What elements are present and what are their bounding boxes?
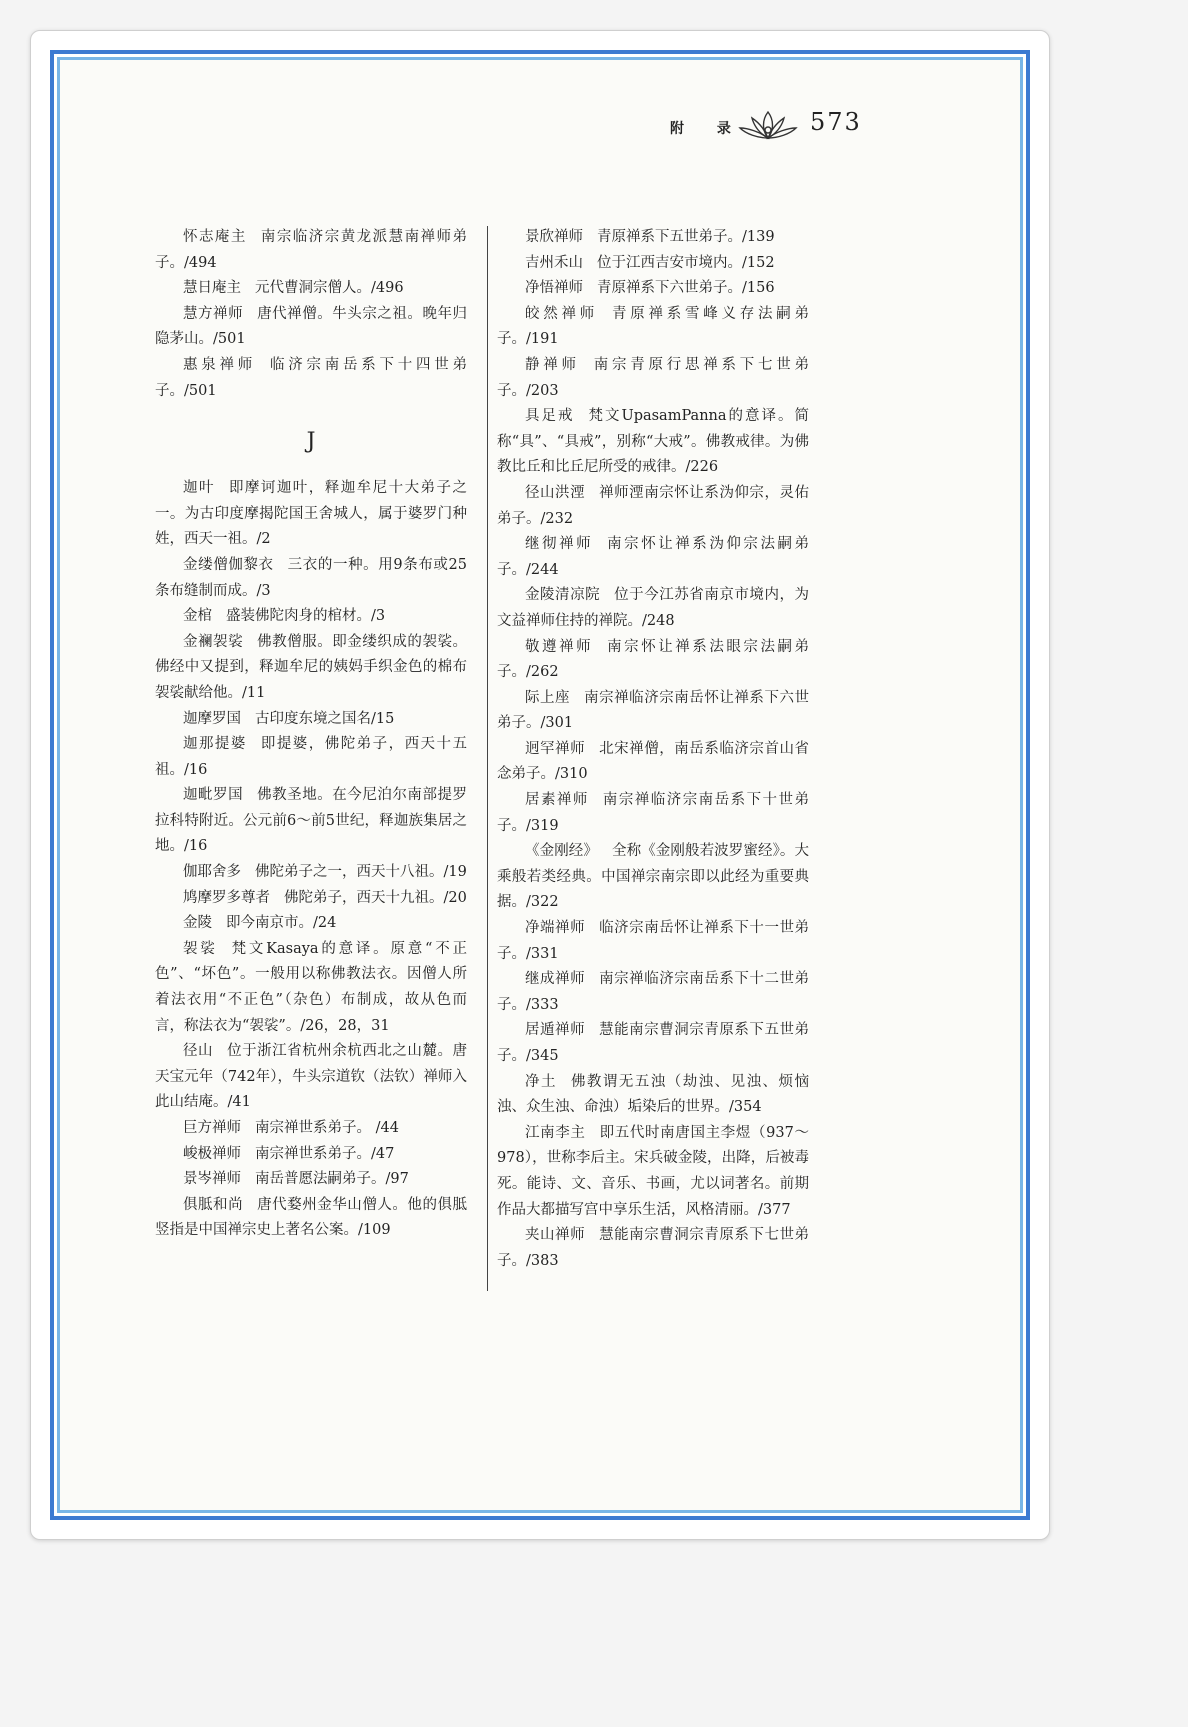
entry-term: 金襕袈裟 — [183, 633, 244, 650]
index-entry — [155, 886, 467, 912]
entry-term: 径山 — [183, 1043, 214, 1060]
entry-definition: 慧能南宗曹洞宗青原系下七世弟子。/383 — [497, 1227, 810, 1269]
entry-definition: 北宋禅僧，南岳系临济宗首山省念弟子。/310 — [497, 740, 810, 783]
entry-definition: 全称《金刚般若波罗蜜经》。大乘般若类经典。中国禅宗南宗即以此经为重要典据。/322 — [497, 843, 810, 911]
column-divider — [487, 226, 488, 1291]
index-entry — [497, 276, 809, 302]
entry-term: 金缕僧伽黎衣 — [183, 556, 274, 573]
entry-definition: 南宗青原行思禅系下七世弟子。/203 — [497, 356, 809, 399]
entry-term: 迦那提婆 — [183, 736, 247, 753]
entry-definition: 南宗禅世系弟子。/47 — [255, 1145, 395, 1162]
index-entry — [497, 635, 809, 686]
index-entry — [497, 1070, 809, 1121]
index-entry — [155, 1142, 467, 1168]
entry-term: 继成禅师 — [525, 971, 586, 988]
index-entry — [497, 686, 809, 737]
index-entry — [155, 732, 467, 783]
index-entry — [497, 839, 809, 916]
index-entry — [497, 1018, 809, 1069]
entry-term: 径山洪湮 — [525, 484, 586, 501]
entry-definition: 即提婆，佛陀弟子，西天十五祖。/16 — [155, 736, 467, 778]
entry-definition: 梵文UpasamPanna的意译。简称“具”、“具戒”，别称“大戒”。佛教戒律。为佛教比丘和比丘尼所受的戒律。/226 — [497, 408, 809, 476]
entry-term: 伽耶舍多 — [183, 864, 241, 881]
entry-term: 江南李主 — [525, 1124, 586, 1141]
entry-definition: 青原禅系雪峰义存法嗣弟子。/191 — [497, 305, 809, 348]
entry-definition: 南宗禅临济宗南岳怀让禅系下六世弟子。/301 — [497, 689, 810, 732]
entry-definition: 南宗临济宗黄龙派慧南禅师弟子。/494 — [155, 229, 467, 271]
entry-term: 金陵清凉院 — [525, 587, 601, 604]
entry-term: 金棺 — [183, 608, 212, 625]
entry-definition: 元代曹洞宗僧人。/496 — [255, 280, 404, 297]
index-entry — [497, 404, 809, 481]
index-entry — [155, 353, 467, 404]
entry-term: 金陵 — [183, 915, 212, 932]
entry-term: 迦毗罗国 — [183, 787, 244, 804]
index-entry — [497, 302, 809, 353]
entry-definition: 青原禅系下五世弟子。/139 — [597, 229, 775, 245]
entry-definition: 佛教圣地。在今尼泊尔南部提罗拉科特附近。公元前6～前5世纪，释迦族集居之地。/16 — [155, 787, 468, 855]
entry-definition: 即今南京市。/24 — [226, 915, 337, 932]
entry-definition: 临济宗南岳怀让禅系下十一世弟子。/331 — [497, 920, 810, 962]
entry-definition: 佛陀弟子，西天十九祖。/20 — [284, 889, 467, 906]
page-number: 573 — [810, 108, 862, 136]
entry-definition: 禅师湮南宗怀让系沩仰宗，灵佑弟子。/232 — [497, 484, 810, 527]
entry-term: 惠泉禅师 — [183, 356, 256, 373]
index-entry — [155, 937, 467, 1039]
entry-definition: 佛教谓无五浊（劫浊、见浊、烦恼浊、众生浊、命浊）垢染后的世界。/354 — [497, 1073, 809, 1116]
index-entry — [497, 1223, 809, 1274]
header-label: 附 录 — [670, 121, 745, 137]
index-entry — [155, 553, 467, 604]
index-entry — [155, 783, 467, 860]
entry-definition: 南宗禅临济宗南岳系下十世弟子。/319 — [497, 792, 809, 834]
entry-term: 继彻禅师 — [525, 536, 594, 553]
entry-definition: 佛陀弟子之一，西天十八祖。/19 — [255, 864, 467, 881]
entry-term: 景欣禅师 — [525, 229, 583, 245]
entry-term: 静禅师 — [525, 356, 580, 373]
entry-definition: 梵文Kasaya的意译。原意“不正色”、“坏色”。一般用以称佛教法衣。因僧人所着法衣用“不正色”（杂色）布制成，故从色而言，称法衣为“袈裟”。/26，28，31 — [155, 940, 468, 1034]
entry-definition: 南岳普愿法嗣弟子。/97 — [255, 1171, 409, 1188]
left-column — [155, 225, 467, 1244]
index-entry — [497, 225, 809, 251]
entry-definition: 临济宗南岳系下十四世弟子。/501 — [155, 356, 467, 399]
entry-term: 净端禅师 — [525, 920, 586, 937]
entry-term: 居素禅师 — [525, 792, 589, 809]
index-entry — [155, 1167, 467, 1193]
entry-term: 慧日庵主 — [183, 280, 241, 297]
index-entry — [155, 302, 467, 353]
index-entry — [155, 707, 467, 733]
entry-term: 皎然禅师 — [525, 305, 598, 322]
section-letter: J — [306, 429, 316, 455]
index-entry — [155, 1116, 467, 1142]
index-entry — [497, 353, 809, 404]
index-entry — [497, 788, 809, 839]
lotus-ornament-icon — [736, 106, 800, 146]
index-entry — [155, 1193, 467, 1244]
index-entry — [497, 251, 809, 277]
entry-definition: 位于今江苏省南京市境内，为文益禅师住持的禅院。/248 — [497, 587, 810, 629]
entry-definition: 即摩诃迦叶，释迦牟尼十大弟子之一。为古印度摩揭陀国王舍城人，属于婆罗门种姓，西天一祖。/2 — [155, 480, 467, 548]
entry-term: 慧方禅师 — [183, 305, 244, 322]
index-entry — [497, 1121, 809, 1223]
running-header — [670, 104, 930, 154]
entry-term: 迦叶 — [183, 480, 215, 497]
entry-definition: 青原禅系下六世弟子。/156 — [597, 280, 775, 297]
index-entry — [497, 481, 809, 532]
entry-term: 袈裟 — [183, 940, 218, 957]
index-entry — [497, 583, 809, 634]
entry-definition: 古印度东境之国名/15 — [255, 710, 395, 727]
entry-definition: 唐代婺州金华山僧人。他的俱胝竖指是中国禅宗史上著名公案。/109 — [155, 1196, 468, 1239]
entry-definition: 南宗怀让禅系沩仰宗法嗣弟子。/244 — [497, 536, 810, 578]
entry-definition: 盛装佛陀肉身的棺材。/3 — [226, 608, 386, 625]
index-entry — [497, 532, 809, 583]
index-entry — [155, 911, 467, 937]
entry-term: 《金刚经》 — [525, 843, 598, 860]
entry-definition: 位于江西吉安市境内。/152 — [597, 254, 775, 271]
entry-definition: 即五代时南唐国主李煜（937～978），世称李后主。宋兵破金陵，出降，后被毒死。能诗、文、音乐、书画，尤以词著名。前期作品大都描写宫中享乐生活，风格清丽。/377 — [497, 1124, 809, 1218]
index-entry — [497, 737, 809, 788]
entry-term: 俱胝和尚 — [183, 1196, 244, 1213]
entry-term: 居遁禅师 — [525, 1022, 586, 1039]
entry-term: 夹山禅师 — [525, 1227, 586, 1244]
entry-term: 敬遵禅师 — [525, 638, 594, 655]
entry-term: 迦摩罗国 — [183, 710, 241, 727]
index-entry — [155, 630, 467, 707]
entry-definition: 慧能南宗曹洞宗青原系下五世弟子。/345 — [497, 1022, 810, 1064]
entry-definition: 位于浙江省杭州余杭西北之山麓。唐天宝元年（742年），牛头宗道钦（法钦）禅师入此山结庵。/41 — [155, 1043, 468, 1111]
entry-definition: 南宗禅临济宗南岳系下十二世弟子。/333 — [497, 971, 810, 1013]
entry-definition: 佛教僧服。即金缕织成的袈裟。佛经中又提到，释迦牟尼的姨妈手织金色的棉布袈裟献给他。/11 — [155, 633, 468, 701]
entry-term: 峻极禅师 — [183, 1145, 241, 1162]
entry-term: 迥罕禅师 — [525, 740, 586, 757]
index-entry — [155, 225, 467, 276]
index-entry — [155, 476, 467, 553]
index-entry — [497, 967, 809, 1018]
index-entry — [155, 860, 467, 886]
entry-term: 巨方禅师 — [183, 1120, 241, 1136]
index-entry — [155, 1039, 467, 1116]
entry-term: 景岑禅师 — [183, 1171, 241, 1188]
entry-term: 吉州禾山 — [525, 254, 583, 271]
entry-definition: 三衣的一种。用9条布或25条布缝制而成。/3 — [155, 556, 467, 599]
entry-definition: 南宗怀让禅系法眼宗法嗣弟子。/262 — [497, 638, 810, 681]
entry-term: 怀志庵主 — [183, 229, 247, 245]
entry-term: 净悟禅师 — [525, 280, 583, 297]
entry-term: 具足戒 — [525, 408, 575, 425]
right-column — [497, 225, 809, 1274]
index-entry — [497, 916, 809, 967]
index-entry — [155, 604, 467, 630]
entry-term: 际上座 — [525, 689, 571, 706]
entry-term: 净土 — [525, 1073, 557, 1090]
entry-definition: 唐代禅僧。牛头宗之祖。晚年归隐茅山。/501 — [155, 305, 468, 348]
index-entry — [155, 276, 467, 302]
entry-term: 鸠摩罗多尊者 — [183, 889, 270, 906]
entry-definition: 南宗禅世系弟子。 /44 — [255, 1120, 399, 1136]
